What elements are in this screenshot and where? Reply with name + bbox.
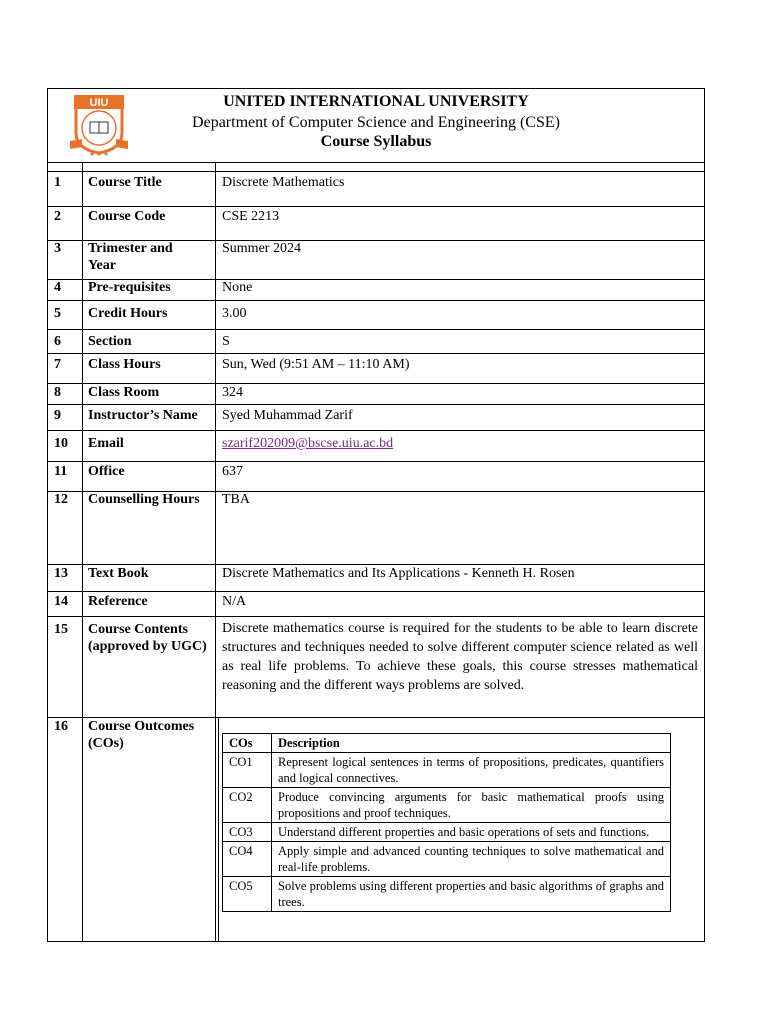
row-number: 7 [54, 357, 61, 372]
column-divider [218, 717, 219, 942]
row-value: Discrete Mathematics [222, 175, 345, 190]
syllabus-sheet [47, 88, 705, 942]
row-value: S [222, 334, 230, 349]
row-number: 14 [54, 594, 68, 609]
row-value: None [222, 280, 253, 295]
co-description: Apply simple and advanced counting techniques to solve mathematical and real-life problems. [272, 842, 671, 877]
row-label: Class Hours [88, 357, 161, 372]
table-row [223, 823, 671, 842]
column-header: Description [272, 734, 671, 753]
row-number: 16 [54, 719, 68, 734]
row-label: Section [88, 334, 132, 349]
row-number: 13 [54, 566, 68, 581]
row-value: 324 [222, 385, 243, 400]
row-number: 9 [54, 408, 61, 423]
department-name: Department of Computer Science and Engineering (CSE) [192, 114, 560, 131]
row-label: Course Title [88, 175, 162, 190]
row-number: 2 [54, 209, 61, 224]
table-header-row [223, 734, 671, 753]
co-code: CO4 [223, 842, 272, 877]
co-code: CO3 [223, 823, 272, 842]
row-label: Course Contents (approved by UGC) [88, 622, 207, 654]
rule [48, 616, 704, 617]
course-outcomes-table [222, 733, 671, 912]
rule [48, 591, 704, 592]
rule [48, 461, 704, 462]
row-number: 11 [54, 464, 68, 479]
row-label: Text Book [88, 566, 149, 581]
rule [48, 206, 704, 207]
table-row [223, 788, 671, 823]
university-name: UNITED INTERNATIONAL UNIVERSITY [223, 93, 529, 110]
table-row [223, 877, 671, 912]
column-header: COs [223, 734, 272, 753]
table-row [223, 842, 671, 877]
row-value-wrap [222, 435, 698, 452]
course-contents: Discrete mathematics course is required for the students to be able to learn discrete structures and techniques needed to solve different computer science related as well as real life problems. To achieve these goals, this course stresses mathematical reasoning and the different ways problems are solved. [222, 621, 698, 693]
row-value: CSE 2213 [222, 209, 280, 224]
rule [48, 300, 704, 301]
row-number: 1 [54, 175, 61, 190]
row-value: Sun, Wed (9:51 AM – 11:10 AM) [222, 357, 410, 372]
row-value: Summer 2024 [222, 241, 301, 256]
rule [48, 353, 704, 354]
logo-monogram: UIU [89, 97, 109, 109]
rule [48, 404, 704, 405]
column-divider [82, 162, 83, 942]
row-label: Email [88, 436, 124, 451]
row-label: Office [88, 464, 125, 479]
table-row [223, 753, 671, 788]
row-label: Reference [88, 594, 148, 609]
row-value: TBA [222, 492, 250, 507]
row-label: Trimester and Year [88, 241, 173, 273]
row-label: Course Code [88, 209, 166, 224]
rule [48, 329, 704, 330]
row-value: 3.00 [222, 306, 247, 321]
row-number: 4 [54, 280, 61, 295]
row-number: 15 [54, 622, 68, 637]
row-value: Discrete Mathematics and Its Applications - Kenneth H. Rosen [222, 566, 575, 581]
rule [48, 430, 704, 431]
document-title: Course Syllabus [320, 133, 432, 150]
rule [48, 162, 704, 163]
co-description: Understand different properties and basic operations of sets and functions. [272, 823, 671, 842]
co-description: Solve problems using different properties and basic algorithms of graphs and trees. [272, 877, 671, 912]
row-number: 6 [54, 334, 61, 349]
row-number: 10 [54, 436, 68, 451]
co-code: CO1 [223, 753, 272, 788]
co-description: Represent logical sentences in terms of propositions, predicates, quantifiers and logical connectives. [272, 753, 671, 788]
co-code: CO2 [223, 788, 272, 823]
rule [48, 171, 704, 172]
row-value: N/A [222, 594, 247, 609]
row-value: 637 [222, 464, 243, 479]
co-code: CO5 [223, 877, 272, 912]
row-label: Course Outcomes (COs) [88, 719, 195, 751]
row-label: Credit Hours [88, 306, 168, 321]
row-number: 5 [54, 306, 61, 321]
row-number: 12 [54, 492, 68, 507]
row-number: 8 [54, 385, 61, 400]
email-link[interactable]: szarif202009@bscse.uiu.ac.bd [222, 436, 394, 451]
syllabus-header [48, 89, 704, 163]
row-label: Instructor’s Name [88, 408, 198, 423]
row-label: Pre-requisites [88, 280, 171, 295]
row-label: Counselling Hours [88, 492, 200, 507]
co-description: Produce convincing arguments for basic mathematical proofs using propositions and proof techniques. [272, 788, 671, 823]
row-value: Syed Muhammad Zarif [222, 408, 353, 423]
row-number: 3 [54, 241, 61, 256]
row-label: Class Room [88, 385, 160, 400]
